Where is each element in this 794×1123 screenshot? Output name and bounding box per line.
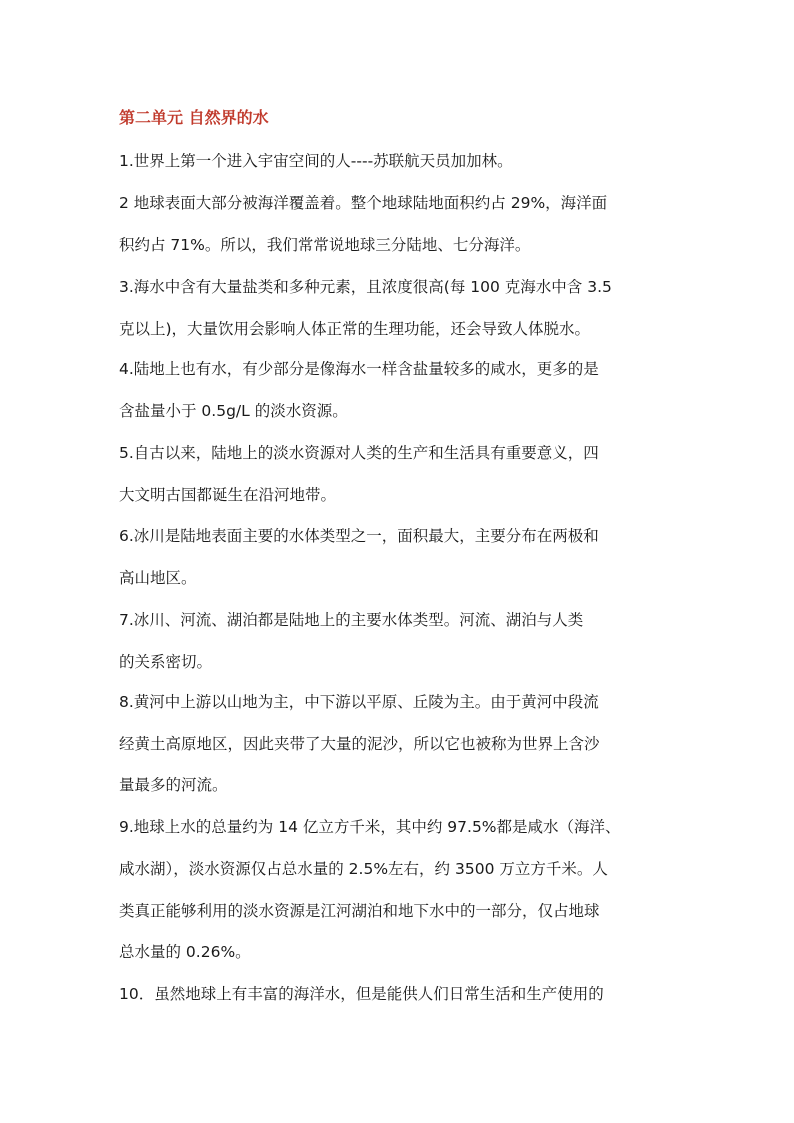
text-line-8-2: 经黄土高原地区，因此夹带了大量的泥沙，所以它也被称为世界上含沙 <box>119 735 600 753</box>
text-line-4-2: 含盐量小于 0.5g/L 的淡水资源。 <box>119 402 348 420</box>
text-line-9-4: 总水量的 0.26%。 <box>119 943 251 961</box>
text-line-2-1: 2 地球表面大部分被海洋覆盖着。整个地球陆地面积约占 29%，海洋面 <box>119 194 608 212</box>
text-line-5-1: 5.自古以来，陆地上的淡水资源对人类的生产和生活具有重要意义，四 <box>119 444 599 462</box>
unit-title: 第二单元 自然界的水 <box>119 108 269 127</box>
text-line-8-1: 8.黄河中上游以山地为主，中下游以平原、丘陵为主。由于黄河中段流 <box>119 693 599 711</box>
text-line-9-1: 9.地球上水的总量约为 14 亿立方千米，其中约 97.5%都是咸水（海洋、 <box>119 818 621 836</box>
text-line-9-2: 咸水湖），淡水资源仅占总水量的 2.5%左右，约 3500 万立方千米。人 <box>119 860 608 878</box>
text-line-8-3: 量最多的河流。 <box>119 776 228 794</box>
text-line-3-2: 克以上)，大量饮用会影响人体正常的生理功能，还会导致人体脱水。 <box>119 320 591 338</box>
text-line-6-1: 6.冰川是陆地表面主要的水体类型之一，面积最大，主要分布在两极和 <box>119 527 599 545</box>
text-line-4-1: 4.陆地上也有水，有少部分是像海水一样含盐量较多的咸水，更多的是 <box>119 360 599 378</box>
text-line-6-2: 高山地区。 <box>119 569 197 587</box>
text-line-1-1: 1.世界上第一个进入宇宙空间的人----苏联航天员加加林。 <box>119 152 513 170</box>
text-line-7-1: 7.冰川、河流、湖泊都是陆地上的主要水体类型。河流、湖泊与人类 <box>119 611 584 629</box>
text-line-9-3: 类真正能够利用的淡水资源是江河湖泊和地下水中的一部分，仅占地球 <box>119 902 600 920</box>
text-line-5-2: 大文明古国都诞生在沿河地带。 <box>119 486 337 504</box>
text-line-7-2: 的关系密切。 <box>119 653 213 671</box>
text-line-3-1: 3.海水中含有大量盐类和多种元素，且浓度很高(每 100 克海水中含 3.5 <box>119 278 612 296</box>
text-line-2-2: 积约占 71%。所以，我们常常说地球三分陆地、七分海洋。 <box>119 236 531 254</box>
text-line-10-1: 10．虽然地球上有丰富的海洋水，但是能供人们日常生活和生产使用的 <box>119 985 604 1003</box>
